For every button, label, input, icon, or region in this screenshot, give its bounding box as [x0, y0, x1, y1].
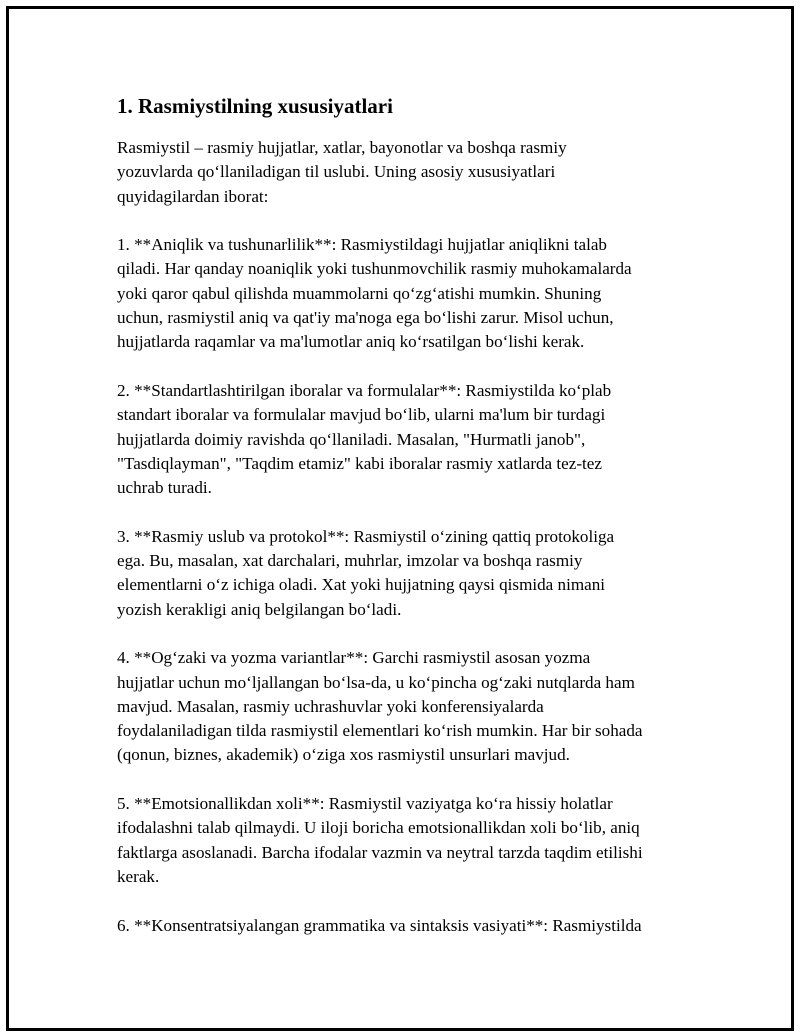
text-line: elementlarni o‘z ichiga oladi. Xat yoki hujjatning qaysi qismida nimani [117, 575, 606, 595]
text-line: mavjud. Masalan, rasmiy uchrashuvlar yoki konferensiyalarda [117, 696, 544, 716]
text-line: standart iboralar va formulalar mavjud bo‘lib, ularni ma'lum bir turdagi [117, 405, 606, 425]
text-line: foydalaniladigan tilda rasmiystil elementlari ko‘rish mumkin. Har bir sohada [117, 721, 643, 741]
paragraph-intro [117, 136, 707, 209]
text-line: uchun, rasmiystil aniq va qat'iy ma'noga ega bo‘lishi zarur. Misol uchun, [117, 308, 614, 328]
text-line: 3. **Rasmiy uslub va protokol**: Rasmiystil o‘zining qattiq protokoliga [117, 526, 615, 546]
text-line: hujjatlarda doimiy ravishda qo‘llaniladi. Masalan, "Hurmatli janob", [117, 429, 586, 449]
text-line: hujjatlarda raqamlar va ma'lumotlar aniq ko‘rsatilgan bo‘lishi kerak. [117, 332, 585, 352]
paragraph-item-3 [117, 525, 707, 622]
text-line: "Tasdiqlayman", "Taqdim etamiz" kabi iboralar rasmiy xatlarda tez-tez [117, 453, 602, 473]
text-line: hujjatlar uchun mo‘ljallangan bo‘lsa-da, u ko‘pincha og‘zaki nutqlarda ham [117, 672, 635, 692]
text-line: 1. **Aniqlik va tushunarlilik**: Rasmiystildagi hujjatlar aniqlikni talab [117, 235, 607, 255]
paragraph-item-5 [117, 792, 707, 889]
paragraph-item-6 [117, 914, 707, 938]
document-title: 1. Rasmiystilning xususiyatlari [117, 94, 393, 118]
text-line: 5. **Emotsionallikdan xoli**: Rasmiystil vaziyatga ko‘ra hissiy holatlar [117, 794, 613, 814]
text-line: 6. **Konsentratsiyalangan grammatika va sintaksis vasiyati**: Rasmiystilda [117, 915, 642, 935]
text-line: (qonun, biznes, akademik) o‘ziga xos rasmiystil unsurlari mavjud. [117, 745, 570, 765]
document-body [117, 92, 707, 962]
text-line: faktlarga asoslanadi. Barcha ifodalar vazmin va neytral tarzda taqdim etilishi [117, 842, 643, 862]
text-line: yozish kerakligi aniq belgilangan bo‘ladi. [117, 599, 402, 619]
text-line: Rasmiystil – rasmiy hujjatlar, xatlar, bayonotlar va boshqa rasmiy [117, 138, 567, 157]
text-line: 2. **Standartlashtirilgan iboralar va formulalar**: Rasmiystilda ko‘plab [117, 380, 612, 400]
text-line: yozuvlarda qo‘llaniladigan til uslubi. Uning asosiy xususiyatlari [117, 162, 556, 182]
text-line: ega. Bu, masalan, xat darchalari, muhrlar, imzolar va boshqa rasmiy [117, 551, 583, 571]
paragraph-item-2 [117, 379, 707, 500]
paragraph-item-4 [117, 646, 707, 767]
text-line: kerak. [117, 866, 160, 886]
text-line: qiladi. Har qanday noaniqlik yoki tushunmovchilik rasmiy muhokamalarda [117, 259, 632, 279]
text-line: quyidagilardan iborat: [117, 186, 269, 206]
text-line: 4. **Og‘zaki va yozma variantlar**: Garchi rasmiystil asosan yozma [117, 648, 591, 668]
text-line: ifodalashni talab qilmaydi. U iloji boricha emotsionallikdan xoli bo‘lib, aniq [117, 818, 640, 838]
paragraph-item-1 [117, 233, 707, 354]
text-line: uchrab turadi. [117, 478, 212, 498]
text-line: yoki qaror qabul qilishda muammolarni qo‘zg‘atishi mumkin. Shuning [117, 283, 602, 303]
